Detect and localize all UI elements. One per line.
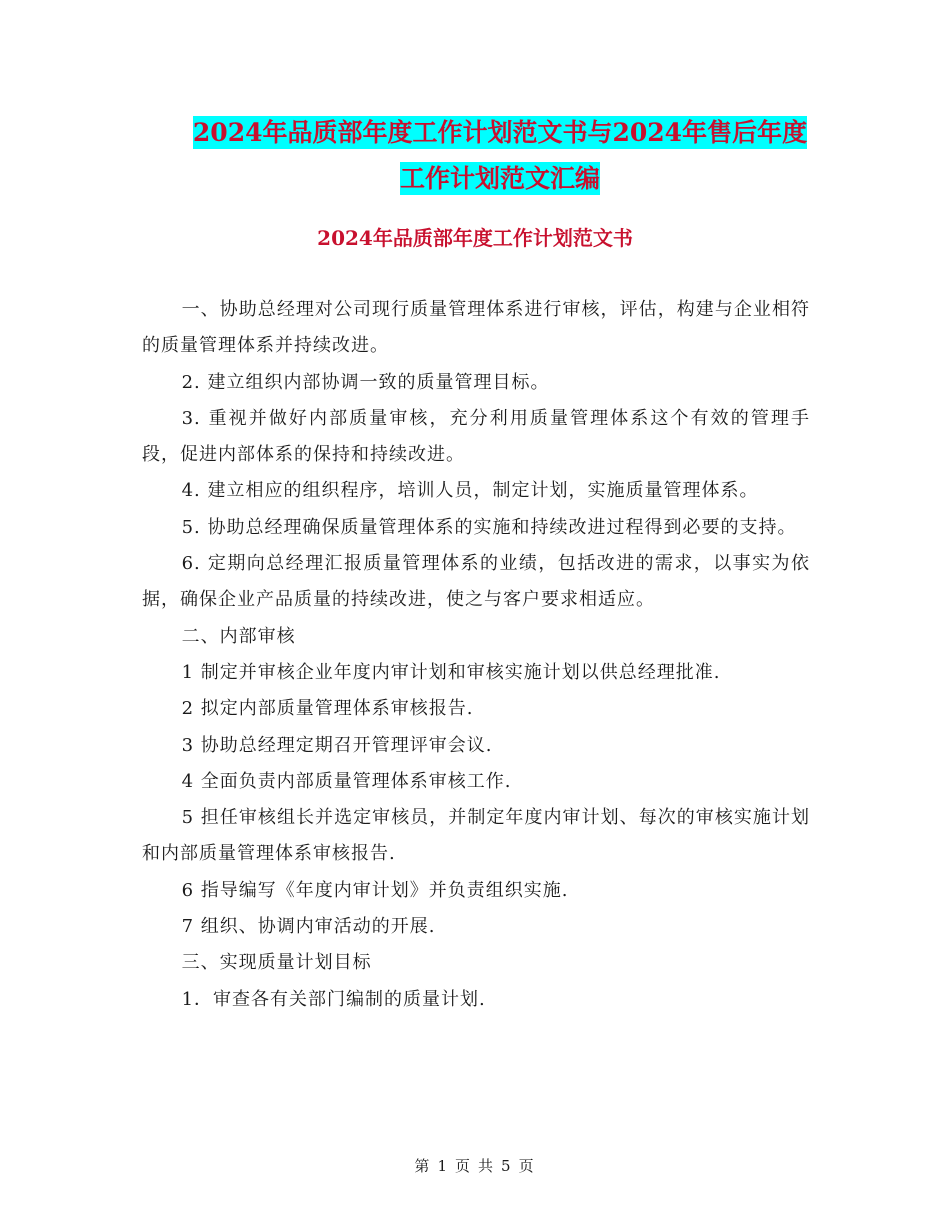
footer-page-total: 5 (501, 1157, 513, 1175)
paragraph: 7 组织、协调内审活动的开展. (181, 916, 436, 938)
paragraph: 1 制定并审核企业年度内审计划和审核实施计划以供总经理批准. (181, 661, 721, 683)
paragraph: 3. 重视并做好内部质量审核，充分利用质量管理体系这个有效的管理手段，促进内部体系的保持和持续改进。 (142, 407, 810, 466)
document-body (142, 292, 810, 1018)
footer-total-label: 共 (478, 1157, 496, 1175)
paragraph: 一、协助总经理对公司现行质量管理体系进行审核，评估，构建与企业相符的质量管理体系并持续改进。 (142, 299, 810, 357)
paragraph: 5 担任审核组长并选定审核员，并制定年度内审计划、每次的审核实施计划和内部质量管理体系审核报告. (142, 807, 810, 865)
document-title-line-1: 2024年品质部年度工作计划范文书与2024年售后年度 (192, 118, 808, 147)
page-footer (0, 1155, 950, 1176)
footer-prefix: 第 (414, 1157, 432, 1175)
paragraph: 1．审查各有关部门编制的质量计划. (181, 988, 486, 1010)
paragraph: 5. 协助总经理确保质量管理体系的实施和持续改进过程得到必要的支持。 (181, 516, 797, 538)
paragraph: 2 拟定内部质量管理体系审核报告. (181, 698, 474, 720)
paragraph: 6 指导编写《年度内审计划》并负责组织实施. (181, 879, 569, 901)
footer-page-label: 页 (454, 1157, 472, 1175)
paragraph: 4 全面负责内部质量管理体系审核工作. (181, 770, 512, 792)
section-heading: 三、实现质量计划目标 (181, 952, 372, 974)
paragraph: 4. 建立相应的组织程序，培训人员，制定计划，实施质量管理体系。 (181, 480, 759, 502)
paragraph: 3 协助总经理定期召开管理评审会议. (181, 734, 493, 756)
footer-page-current: 1 (437, 1157, 449, 1175)
footer-suffix: 页 (518, 1157, 536, 1175)
document-title-line-2: 工作计划范文汇编 (399, 164, 600, 193)
paragraph: 2. 建立组织内部协调一致的质量管理目标。 (181, 371, 550, 393)
paragraph: 6. 定期向总经理汇报质量管理体系的业绩，包括改进的需求，以事实为依据，确保企业产品质量的持续改进，使之与客户要求相适应。 (142, 553, 810, 611)
section-heading: 二、内部审核 (181, 625, 296, 647)
section-title: 2024年品质部年度工作计划范文书 (317, 226, 633, 250)
document-title (140, 110, 860, 202)
